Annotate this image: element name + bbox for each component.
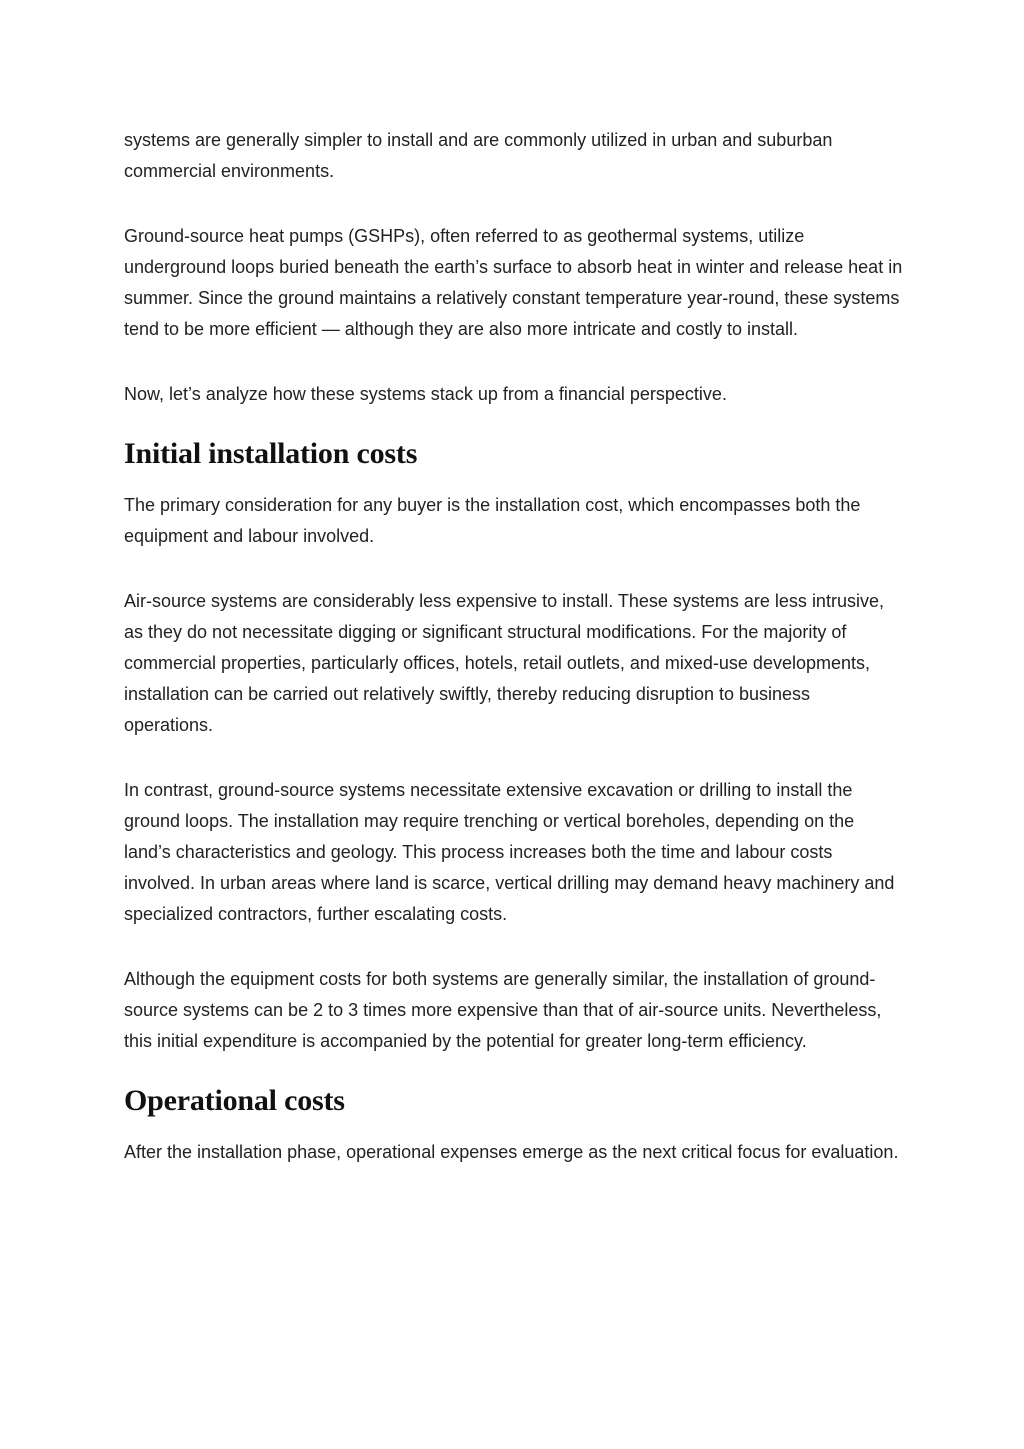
paragraph-gshp-description: Ground-source heat pumps (GSHPs), often referred to as geothermal systems, utilize underground loops buried beneath the earth’s surface to absorb heat in winter and release heat in summer. Since the ground maintains a relatively constant temperature year-round, these systems tend to be more efficient — although they are also more intricate and costly to install.	[124, 226, 903, 339]
paragraph-installation-primary-consideration: The primary consideration for any buyer is the installation cost, which encompasses both the equipment and labour involved.	[124, 495, 861, 546]
paragraph-transition: Now, let’s analyze how these systems stack up from a financial perspective.	[124, 384, 727, 404]
paragraph-operational-intro: After the installation phase, operational expenses emerge as the next critical focus for evaluation.	[124, 1142, 899, 1162]
paragraph-air-source-installation: Air-source systems are considerably less expensive to install. These systems are less intrusive, as they do not necessitate digging or significant structural modifications. For the majority of commercial properties, particularly offices, hotels, retail outlets, and mixed-use developments, installation can be carried out relatively swiftly, thereby reducing disruption to business operations.	[124, 591, 884, 735]
heading-initial-installation-costs: Initial installation costs	[124, 437, 418, 470]
heading-operational-costs: Operational costs	[124, 1084, 345, 1117]
paragraph-ground-source-installation: In contrast, ground-source systems necessitate extensive excavation or drilling to install the ground loops. The installation may require trenching or vertical boreholes, depending on the land’s characteristics and geology. This process increases both the time and labour costs involved. In urban areas where land is scarce, vertical drilling may demand heavy machinery and specialized contractors, further escalating costs.	[124, 780, 895, 924]
paragraph-equipment-cost-comparison: Although the equipment costs for both systems are generally similar, the installation of ground-source systems can be 2 to 3 times more expensive than that of air-source units. Nevertheless, this initial expenditure is accompanied by the potential for greater long-term efficiency.	[124, 969, 882, 1051]
paragraph-intro-continuation: systems are generally simpler to install and are commonly utilized in urban and suburban commercial environments.	[124, 130, 833, 181]
article-body	[124, 125, 904, 1168]
